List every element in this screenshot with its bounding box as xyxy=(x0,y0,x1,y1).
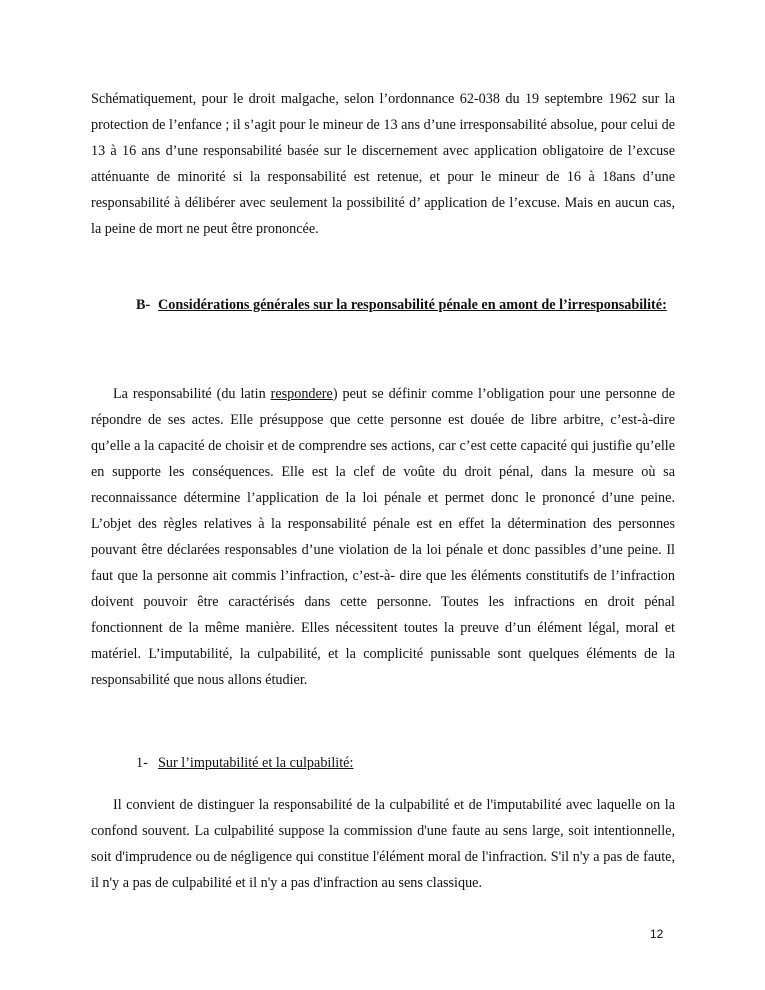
paragraph2-after: ) peut se définir comme l’obligation pour une personne de répondre de ses actes. Elle présuppose que cette personne est douée de libre arbitre, c’est-à-dire qu’elle a la capacité de choisir et de comprendre ses actions, car c’est cette capacité qui justifie qu’elle en supporte les conséquences. Elle est la clef de voûte du droit pénal, dans la mesure où sa reconnaissance détermine l’application de la loi pénale et permet donc le prononcé d’une peine. L’objet des règles relatives à la responsabilité pénale est en effet la détermination des personnes pouvant être déclarées responsables d’une violation de la loi pénale et donc passibles d’une peine. Il faut que la personne ait commis l’infraction, c’est-à- dire que les éléments constitutifs de l’infraction doivent pouvoir être caractérisés dans cette personne. Toutes les infractions en droit pénal fonctionnent de la même manière. Elles nécessitent toutes la preuve d’un élément légal, moral et matériel. L’imputabilité, la culpabilité, et la complicité punissable sont quelques éléments de la responsabilité que nous allons étudier. xyxy=(91,386,675,688)
paragraph-responsibility-definition xyxy=(91,381,675,693)
section-1-title: Sur l’imputabilité et la culpabilité: xyxy=(158,755,354,771)
section-1-number: 1- xyxy=(136,755,148,771)
latin-term-respondere: respondere xyxy=(270,386,333,402)
page-number: 12 xyxy=(650,927,664,941)
section-b-number: B- xyxy=(136,297,151,313)
section-b-title: Considérations générales sur la responsabilité pénale en amont de l’irresponsabilité: xyxy=(158,297,667,313)
paragraph-imputability-culpability: Il convient de distinguer la responsabilité de la culpabilité et de l'imputabilité avec laquelle on la confond souvent. La culpabilité suppose la commission d'une faute au sens large, soit intentionnelle, soit d'imprudence ou de négligence qui constitue l'élément moral de l'infraction. S'il n'y a pas de faute, il n'y a pas de culpabilité et il n'y a pas d'infraction au sens classique. xyxy=(91,797,675,891)
paragraph2-before: La responsabilité (du latin xyxy=(113,386,271,402)
paragraph-minors-responsibility: Schématiquement, pour le droit malgache, selon l’ordonnance 62-038 du 19 septembre 1962 sur la protection de l’enfance ; il s’agit pour le mineur de 13 ans d’une irresponsabilité absolue, pour celui de 13 à 16 ans d’une responsabilité basée sur le discernement avec application obligatoire de l’excuse atténuante de minorité si la responsabilité est retenue, et pour le mineur de 16 à 18ans d’une responsabilité à délibérer avec seulement la possibilité d’ application de l’excuse. Mais en aucun cas, la peine de mort ne peut être prononcée. xyxy=(91,91,675,237)
